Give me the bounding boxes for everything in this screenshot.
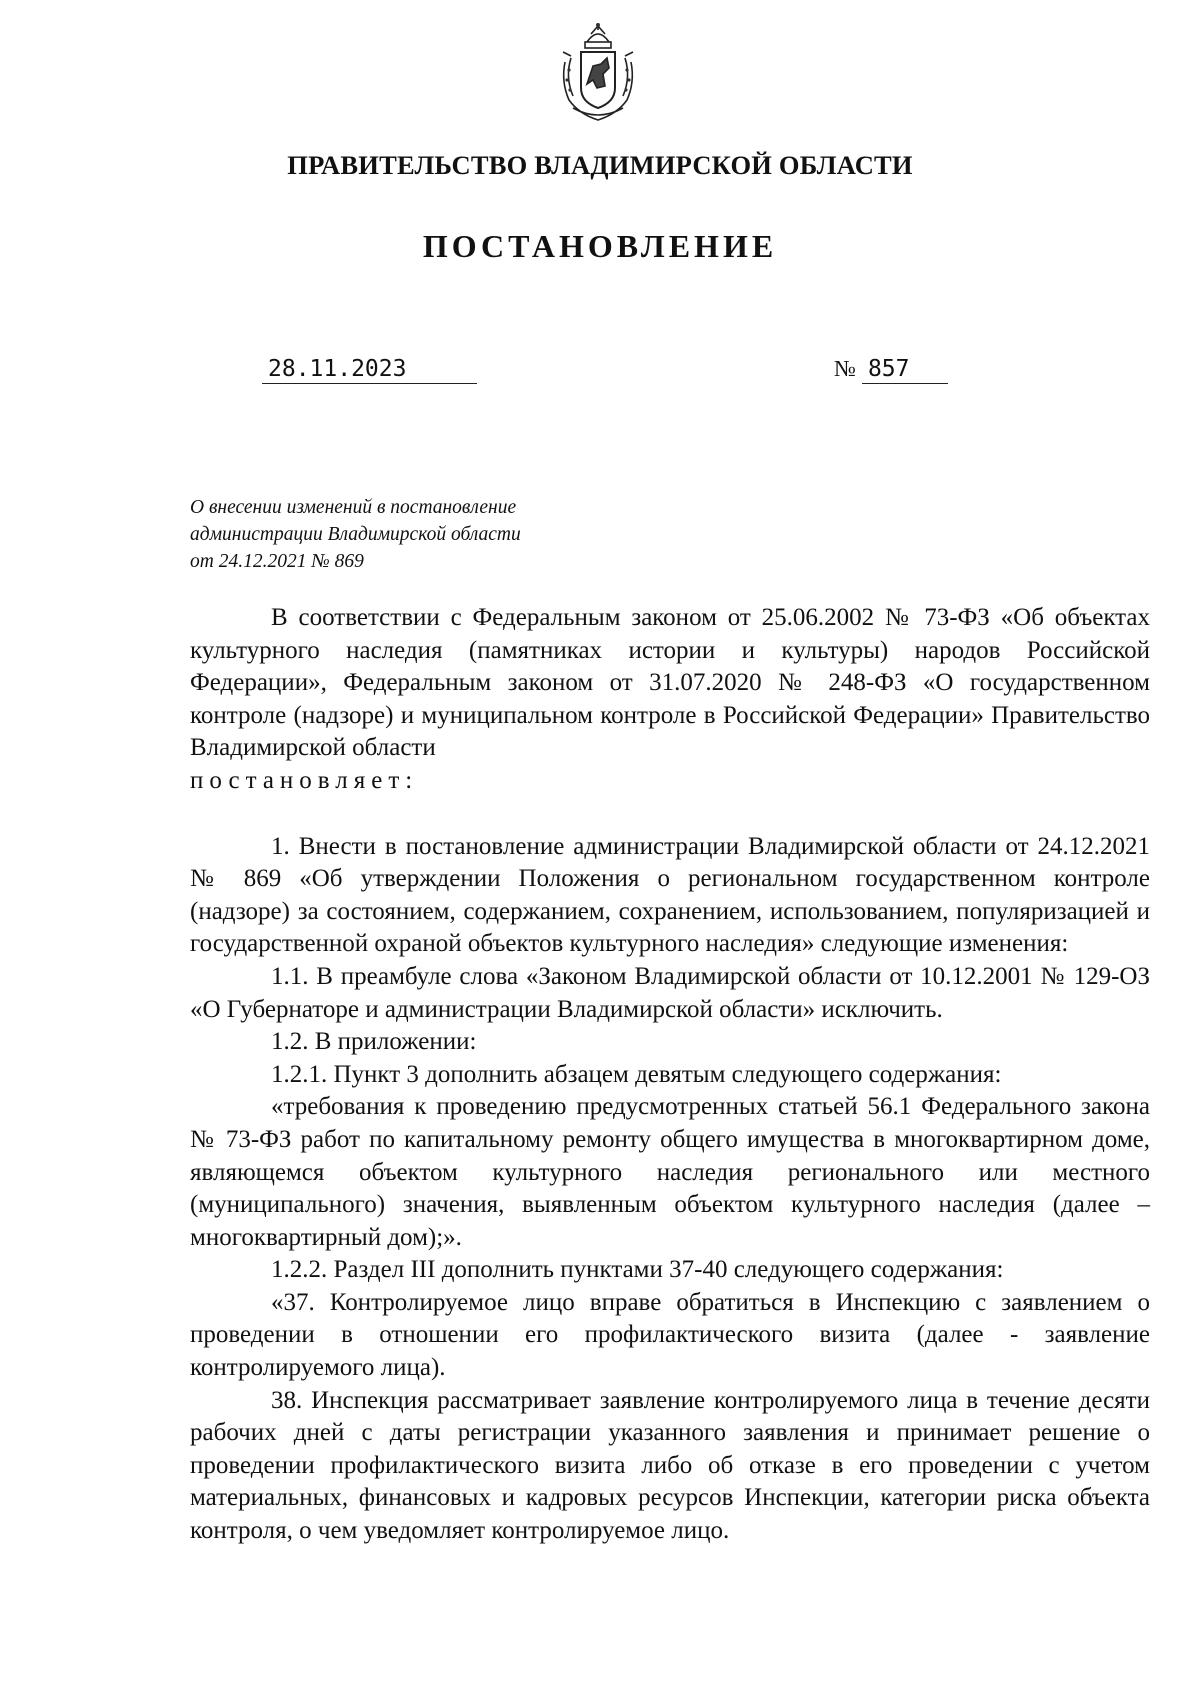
quoted-addition-paragraph: «требования к проведению предусмотренных статьей 56.1 Федерального закона № 73-ФЗ работ по капитальному ремонту общего имущества в многоквартирном доме, являющемся объектом культурного наследия регионального или местного (муниципального) значения, выявленным объектом культурного наследия (далее – многоквартирный дом);». (190, 1093, 1150, 1251)
item-1-2-2-paragraph: 1.2.2. Раздел III дополнить пунктами 37-40 следующего содержания: (271, 1256, 1004, 1284)
paragraph-gap (190, 798, 1150, 831)
item-1-paragraph: 1. Внести в постановление администрации Владимирской области от 24.12.2021 № 869 «Об утверждении Положения о региональном государственном контроле (надзоре) за состоянием, содержанием, сохранением, использованием, популяризацией и государственной охраной объектов культурного наследия» следующие изменения: (190, 832, 1150, 958)
document-number-block (834, 355, 948, 384)
document-type-title: ПОСТАНОВЛЕНИЕ (422, 228, 778, 264)
document-number: 857 (862, 355, 948, 384)
document-subject (190, 494, 630, 575)
number-sign: № (834, 356, 856, 381)
subject-line: О внесении изменений в постановление (190, 497, 517, 518)
item-1-2-paragraph: 1.2. В приложении: (271, 1028, 477, 1056)
item-1-1-paragraph: 1.1. В преамбуле слова «Законом Владимирской области от 10.12.2001 № 129-ОЗ «О Губернаторе и администрации Владимирской области» исключить. (190, 962, 1150, 1023)
item-1-2-1-paragraph: 1.2.1. Пункт 3 дополнить абзацем девятым следующего содержания: (271, 1060, 1002, 1088)
subject-line: от 24.12.2021 № 869 (190, 551, 364, 572)
government-name: ПРАВИТЕЛЬСТВО ВЛАДИМИРСКОЙ ОБЛАСТИ (287, 150, 913, 180)
preamble-paragraph: В соответствии с Федеральным законом от 25.06.2002 № 73-ФЗ «Об объектах культурного наследия (памятниках истории и культуры) народов Российской Федерации», Федеральным законом от 31.07.2020 № 248-ФЗ «О государственном контроле (надзоре) и муниципальном контроле в Российской Федерации» Правительство Владимирской области (190, 604, 1150, 762)
resolves-word: постановляет: (190, 766, 419, 794)
item-38-paragraph: 38. Инспекция рассматривает заявление контролируемого лица в течение десяти рабочих дней с даты регистрации указанного заявления и принимает решение о проведении профилактического визита либо об отказе в его проведении с учетом материальных, финансовых и кадровых ресурсов Инспекции, категории риска объекта контроля, о чем уведомляет контролируемое лицо. (190, 1386, 1150, 1545)
document-body (190, 602, 1150, 1548)
coat-of-arms-emblem (557, 22, 639, 126)
item-37-paragraph: «37. Контролируемое лицо вправе обратиться в Инспекцию с заявлением о проведении в отношении его профилактического визита (далее - заявление контролируемого лица). (190, 1288, 1150, 1382)
subject-line: администрации Владимирской области (190, 524, 521, 545)
document-date: 28.11.2023 (262, 355, 477, 384)
